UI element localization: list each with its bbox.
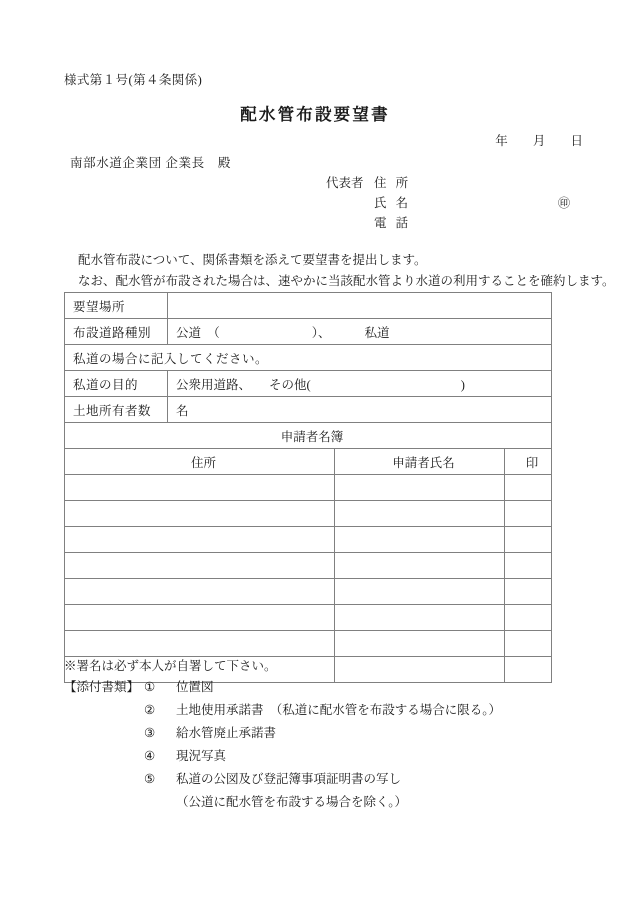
- list-item: [64, 745, 501, 768]
- value-road-type[interactable]: [168, 319, 552, 345]
- body-paragraphs: [64, 250, 615, 292]
- body-line-2: なお、配水管が布設された場合は、速やかに当該配水管より水道の利用することを確約します。: [78, 274, 615, 288]
- representative-name-label: 氏 名: [374, 196, 412, 210]
- roster-cell-seal[interactable]: [505, 605, 552, 631]
- table-row: [65, 527, 552, 553]
- attachment-number: ②: [144, 703, 156, 717]
- list-item: [64, 768, 501, 791]
- label-location: 要望場所: [65, 293, 168, 319]
- purpose-other-close: ): [460, 377, 465, 392]
- label-private-purpose: 私道の目的: [65, 371, 168, 397]
- roster-cell-name[interactable]: [335, 553, 505, 579]
- roster-cell-address[interactable]: [65, 631, 335, 657]
- table-row-roster-title: [65, 423, 552, 449]
- attachment-number: ①: [144, 680, 156, 694]
- request-form-table: [64, 292, 552, 683]
- attachment-number: ④: [144, 749, 156, 763]
- roster-cell-address[interactable]: [65, 579, 335, 605]
- list-item: [64, 722, 501, 745]
- representative-block: [326, 173, 570, 233]
- roster-title: 申請者名簿: [65, 423, 552, 449]
- page-title: 配水管布設要望書: [240, 105, 390, 124]
- roster-header-name: 申請者氏名: [335, 449, 505, 475]
- representative-name-row: [326, 193, 570, 213]
- date-year-label: 年: [495, 134, 508, 148]
- attachment-number: ③: [144, 726, 156, 740]
- value-owner-count[interactable]: 名: [168, 397, 552, 423]
- roster-cell-seal[interactable]: [505, 657, 552, 683]
- roster-cell-address[interactable]: [65, 475, 335, 501]
- table-row-owner-count: [65, 397, 552, 423]
- roster-cell-name[interactable]: [335, 631, 505, 657]
- roster-cell-seal[interactable]: [505, 631, 552, 657]
- representative-phone-row: [326, 213, 570, 233]
- table-row: [65, 501, 552, 527]
- list-item: [64, 699, 501, 722]
- table-row: [65, 475, 552, 501]
- attachments-heading: 【添付書類】: [64, 680, 140, 694]
- road-type-public-close: ）、: [311, 325, 331, 340]
- purpose-public-road: 公衆用道路、: [176, 377, 252, 392]
- table-row-private-notice: [65, 345, 552, 371]
- road-type-public-open: 公道 （: [176, 325, 220, 340]
- table-row: [65, 553, 552, 579]
- body-line-1: 配水管布設について、関係書類を添えて要望書を提出します。: [78, 253, 427, 267]
- attachment-sub-note: （公道に配水管を布設する場合を除く。）: [176, 795, 408, 809]
- roster-cell-seal[interactable]: [505, 501, 552, 527]
- label-road-type: 布設道路種別: [65, 319, 168, 345]
- roster-cell-name[interactable]: [335, 501, 505, 527]
- representative-address-row: [326, 173, 570, 193]
- table-row-location: [65, 293, 552, 319]
- table-row-roster-headers: [65, 449, 552, 475]
- date-month-label: 月: [532, 134, 546, 148]
- attachment-text: 位置図: [176, 680, 214, 694]
- roster-cell-seal[interactable]: [505, 527, 552, 553]
- attachment-text: 現況写真: [176, 749, 227, 763]
- roster-cell-seal[interactable]: [505, 475, 552, 501]
- label-owner-count: 土地所有者数: [65, 397, 168, 423]
- attachment-number: ⑤: [144, 772, 156, 786]
- representative-address-label: 住 所: [374, 176, 412, 190]
- road-type-private: 私道: [364, 325, 390, 340]
- roster-cell-name[interactable]: [335, 527, 505, 553]
- date-day-label: 日: [570, 134, 583, 148]
- table-row: [65, 605, 552, 631]
- roster-cell-name[interactable]: [335, 579, 505, 605]
- roster-cell-address[interactable]: [65, 501, 335, 527]
- roster-cell-seal[interactable]: [505, 553, 552, 579]
- signature-note: ※署名は必ず本人が自署して下さい。: [64, 659, 277, 673]
- roster-cell-name[interactable]: [335, 475, 505, 501]
- table-row: [65, 631, 552, 657]
- seal-mark-icon: ㊞: [558, 196, 571, 210]
- roster-cell-address[interactable]: [65, 553, 335, 579]
- roster-cell-seal[interactable]: [505, 579, 552, 605]
- attachment-text: 給水管廃止承諾書: [176, 726, 277, 740]
- attachment-text: 土地使用承諾書 （私道に配水管を布設する場合に限る。）: [176, 703, 502, 717]
- attachments-list: [64, 676, 501, 814]
- attachment-text: 私道の公図及び登記簿事項証明書の写し: [176, 772, 402, 786]
- value-private-purpose[interactable]: [168, 371, 552, 397]
- representative-phone-label: 電 話: [374, 216, 412, 230]
- roster-cell-name[interactable]: [335, 605, 505, 631]
- roster-header-seal: 印: [505, 449, 552, 475]
- representative-heading: 代表者: [326, 176, 364, 190]
- table-row-private-purpose: [65, 371, 552, 397]
- table-row-road-type: [65, 319, 552, 345]
- roster-cell-address[interactable]: [65, 527, 335, 553]
- value-location[interactable]: [168, 293, 552, 319]
- form-number: 様式第１号(第４条関係): [64, 73, 203, 87]
- addressee-line: 南部水道企業団 企業長 殿: [70, 156, 231, 170]
- label-private-notice: 私道の場合に記入してください。: [65, 345, 552, 371]
- roster-header-address: 住所: [65, 449, 335, 475]
- roster-cell-address[interactable]: [65, 605, 335, 631]
- purpose-other-open: その他(: [269, 377, 311, 392]
- list-item: [64, 676, 501, 699]
- date-line: [495, 131, 583, 149]
- table-row: [65, 579, 552, 605]
